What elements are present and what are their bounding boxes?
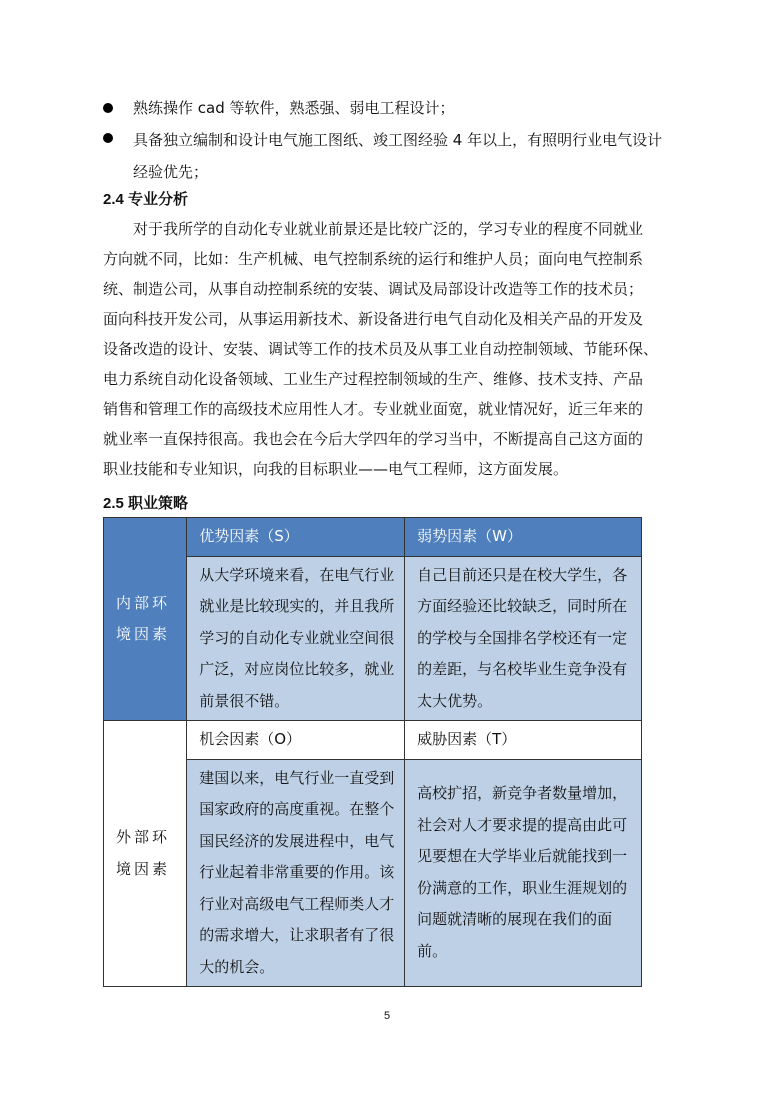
cell-line: 行业对高级电气工程师类人才 <box>199 894 395 913</box>
cell-line: 的学校与全国排名学校还有一定 <box>417 628 628 647</box>
threats-header: 威胁因素（T） <box>405 721 642 760</box>
bullet-dot-icon <box>103 133 113 143</box>
cell-line: 前景很不错。 <box>199 691 290 710</box>
cell-line: 前。 <box>417 941 448 960</box>
cell-line: 国家政府的高度重视。在整个 <box>199 800 395 818</box>
cell-line: 从大学环境来看，在电气行业 <box>199 565 395 584</box>
paragraph-line: 设备改造的设计、安装、调试等工作的技术员及从事工业自动控制领域、节能环保、 <box>103 340 659 358</box>
paragraph-line: 面向科技开发公司，从事运用新技术、新设备进行电气自动化及相关产品的开发及 <box>103 310 644 328</box>
internal-environment-text: 内部环境因素 <box>116 593 171 643</box>
cell-line: 高校扩招，新竞争者数量增加， <box>417 784 628 803</box>
weaknesses-header: 弱势因素（W） <box>405 518 642 557</box>
paragraph-line: 方向就不同，比如：生产机械、电气控制系统的运行和维护人员；面向电气控制系 <box>103 250 644 268</box>
cell-line: 建国以来，电气行业一直受到 <box>199 768 395 787</box>
page-number: 5 <box>383 1010 391 1022</box>
threats-cell <box>405 759 642 987</box>
opportunities-header: 机会因素（O） <box>187 721 405 760</box>
internal-environment-label <box>104 518 187 721</box>
cell-line: 社会对人才要求提的提高由此可 <box>417 815 628 834</box>
bullet-text-line: 具备独立编制和设计电气施工图纸、竣工图经验 4 年以上，有照明行业电气设计 <box>133 131 663 149</box>
opportunities-cell <box>187 759 405 987</box>
cell-line: 大的机会。 <box>199 957 275 976</box>
paragraph-line: 销售和管理工作的高级技术应用性人才。专业就业面宽，就业情况好，近三年来的 <box>103 400 644 418</box>
cell-line: 的需求增大，让求职者有了很 <box>199 926 395 944</box>
section-heading-2-4: 2.4 专业分析 <box>103 191 189 208</box>
external-environment-text: 外部环境因素 <box>116 828 171 878</box>
cell-line: 的差距，与名校毕业生竞争没有 <box>417 660 628 678</box>
section-2-4-paragraph <box>103 214 659 484</box>
paragraph-line: 电力系统自动化设备领域、工业生产过程控制领域的生产、维修、技术支持、产品 <box>103 370 644 388</box>
cell-line: 份满意的工作，职业生涯规划的 <box>417 878 628 897</box>
paragraph-line: 就业率一直保持很高。我也会在今后大学四年的学习当中，不断提高自己这方面的 <box>103 430 644 448</box>
bullet-text-line: 经验优先； <box>133 163 209 181</box>
cell-line: 问题就清晰的展现在我们的面 <box>417 910 613 929</box>
strengths-header: 优势因素（S） <box>187 518 405 557</box>
paragraph-line: 统、制造公司，从事自动控制系统的安装、调试及局部设计改造等工作的技术员； <box>103 280 644 298</box>
paragraph-line: 对于我所学的自动化专业就业前景还是比较广泛的，学习专业的程度不同就业 <box>133 220 644 238</box>
weaknesses-cell <box>405 556 642 721</box>
swot-table <box>103 517 642 987</box>
cell-line: 自己目前还只是在校大学生，各 <box>417 565 628 584</box>
cell-line: 太大优势。 <box>417 691 493 710</box>
cell-line: 就业是比较现实的，并且我所 <box>199 597 395 615</box>
cell-line: 方面经验还比较缺乏，同时所在 <box>417 597 628 615</box>
cell-line: 见要想在大学毕业后就能找到一 <box>417 847 628 866</box>
bullet-text-line: 熟练操作 cad 等软件，熟悉强、弱电工程设计； <box>133 99 455 117</box>
section-heading-2-5: 2.5 职业策略 <box>103 495 189 512</box>
bullet-item-2 <box>103 124 663 188</box>
bullet-dot-icon <box>103 103 113 113</box>
cell-line: 广泛，对应岗位比较多，就业 <box>199 660 395 678</box>
bullet-item-1 <box>103 94 663 122</box>
cell-line: 国民经济的发展进程中，电气 <box>199 831 395 850</box>
external-environment-label <box>104 721 187 987</box>
paragraph-line: 职业技能和专业知识，向我的目标职业——电气工程师，这方面发展。 <box>103 460 569 478</box>
strengths-cell <box>187 556 405 721</box>
cell-line: 学习的自动化专业就业空间很 <box>199 628 395 647</box>
cell-line: 行业起着非常重要的作用。该 <box>199 863 395 881</box>
